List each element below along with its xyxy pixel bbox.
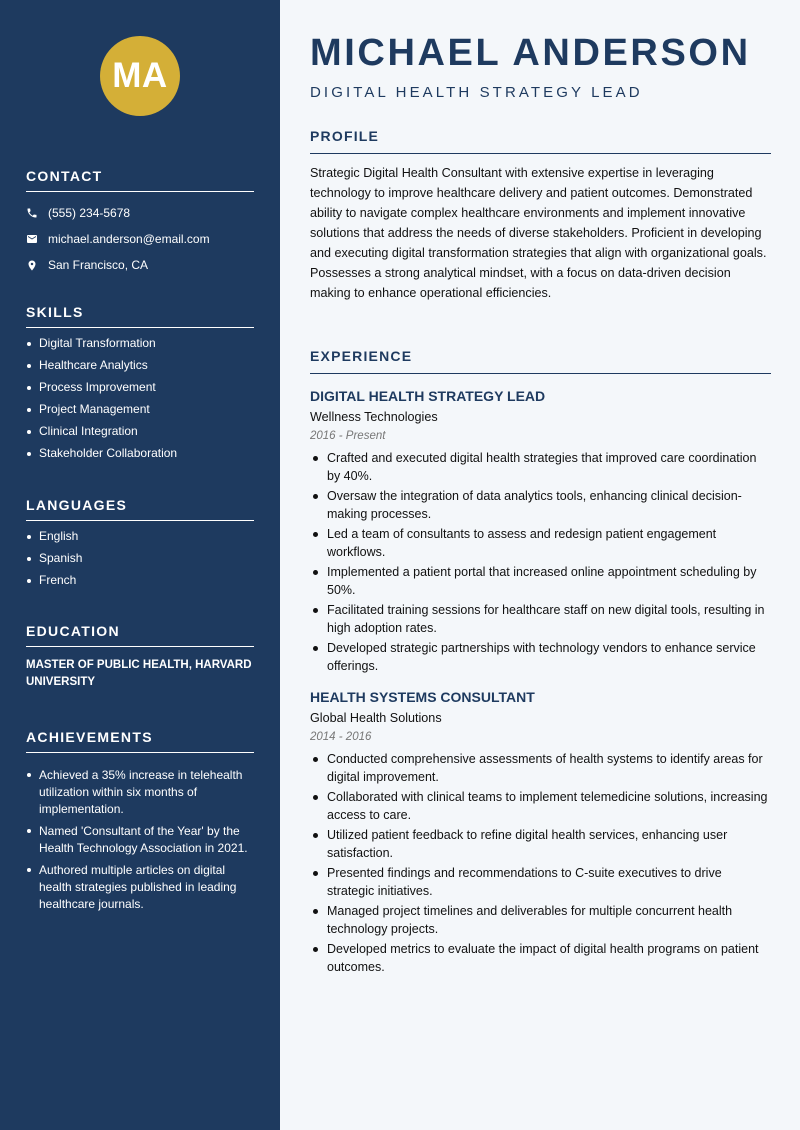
contact-section: [26, 168, 254, 278]
job-bullet: Managed project timelines and deliverables for multiple concurrent health technology projects.: [310, 902, 771, 938]
languages-list: [26, 529, 254, 588]
job-bullet: Developed metrics to evaluate the impact of digital health programs on patient outcomes.: [310, 940, 771, 976]
email-text: michael.anderson@email.com: [48, 232, 210, 246]
language-item: Spanish: [26, 551, 254, 566]
job-entry: [310, 388, 771, 675]
language-item: English: [26, 529, 254, 544]
skill-item: Healthcare Analytics: [26, 358, 254, 373]
skill-item: Process Improvement: [26, 380, 254, 395]
job-bullet: Presented findings and recommendations to C-suite executives to drive strategic initiatives.: [310, 864, 771, 900]
job-bullet: Crafted and executed digital health strategies that improved care coordination by 40%.: [310, 449, 771, 485]
achievement-item: Achieved a 35% increase in telehealth utilization within six months of implementation.: [26, 767, 254, 818]
location-pin-icon: [26, 259, 48, 272]
job-bullet: Developed strategic partnerships with technology vendors to enhance service offerings.: [310, 639, 771, 675]
skills-section: [26, 304, 254, 468]
education-heading: EDUCATION: [26, 623, 254, 647]
candidate-name: MICHAEL ANDERSON: [310, 32, 751, 74]
skills-heading: SKILLS: [26, 304, 254, 328]
experience-section: [310, 348, 771, 978]
avatar: MA: [100, 36, 180, 116]
job-title: HEALTH SYSTEMS CONSULTANT: [310, 689, 535, 705]
job-company: Global Health Solutions: [310, 711, 442, 725]
job-bullet: Led a team of consultants to assess and redesign patient engagement workflows.: [310, 525, 771, 561]
job-bullet: Oversaw the integration of data analytics tools, enhancing clinical decision-making processes.: [310, 487, 771, 523]
language-item: French: [26, 573, 254, 588]
job-title: DIGITAL HEALTH STRATEGY LEAD: [310, 388, 546, 404]
email-icon: [26, 233, 48, 245]
achievements-section: [26, 729, 254, 918]
phone-icon: [26, 207, 48, 219]
contact-heading: CONTACT: [26, 168, 254, 192]
job-bullet: Facilitated training sessions for healthcare staff on new digital tools, resulting in high adoption rates.: [310, 601, 771, 637]
skills-list: [26, 336, 254, 461]
achievement-item: Authored multiple articles on digital health strategies published in leading healthcare journals.: [26, 862, 254, 913]
contact-phone: [26, 200, 254, 226]
contact-location: [26, 252, 254, 278]
job-bullets: [310, 750, 771, 976]
job-dates: 2014 - 2016: [310, 731, 372, 743]
achievement-item: Named 'Consultant of the Year' by the Health Technology Association in 2021.: [26, 823, 254, 857]
job-bullet: Conducted comprehensive assessments of health systems to identify areas for digital improvement.: [310, 750, 771, 786]
job-bullet: Collaborated with clinical teams to implement telemedicine solutions, increasing access to care.: [310, 788, 771, 824]
skill-item: Digital Transformation: [26, 336, 254, 351]
job-company: Wellness Technologies: [310, 410, 438, 424]
languages-heading: LANGUAGES: [26, 497, 254, 521]
skill-item: Stakeholder Collaboration: [26, 446, 254, 461]
profile-section: [310, 128, 771, 303]
location-text: San Francisco, CA: [48, 258, 149, 272]
job-bullets: [310, 449, 771, 675]
sidebar: [0, 0, 280, 1130]
phone-text: (555) 234-5678: [48, 206, 131, 220]
skill-item: Clinical Integration: [26, 424, 254, 439]
candidate-title: DIGITAL HEALTH STRATEGY LEAD: [310, 84, 643, 101]
profile-text: Strategic Digital Health Consultant with extensive expertise in leveraging technology to improve healthcare delivery and patient outcomes. Demonstrated ability to navigate complex healthcare environments and implement innovative solutions that address the needs of diverse stakeholders. Proficient in developing and executing digital transformation strategies that align with organizational goals. Possesses a strong analytical mindset, with a focus on data-driven decision making to enhance operational efficiencies.: [310, 166, 767, 300]
education-degree: MASTER OF PUBLIC HEALTH, HARVARD UNIVERSITY: [26, 659, 252, 688]
experience-heading: EXPERIENCE: [310, 348, 771, 374]
contact-email: [26, 226, 254, 252]
skill-item: Project Management: [26, 402, 254, 417]
education-section: [26, 623, 254, 691]
achievements-heading: ACHIEVEMENTS: [26, 729, 254, 753]
job-bullet: Implemented a patient portal that increased online appointment scheduling by 50%.: [310, 563, 771, 599]
profile-heading: PROFILE: [310, 128, 771, 154]
job-dates: 2016 - Present: [310, 430, 386, 442]
job-bullet: Utilized patient feedback to refine digital health services, enhancing user satisfaction.: [310, 826, 771, 862]
achievements-list: [26, 767, 254, 913]
job-entry: [310, 689, 771, 976]
languages-section: [26, 497, 254, 595]
